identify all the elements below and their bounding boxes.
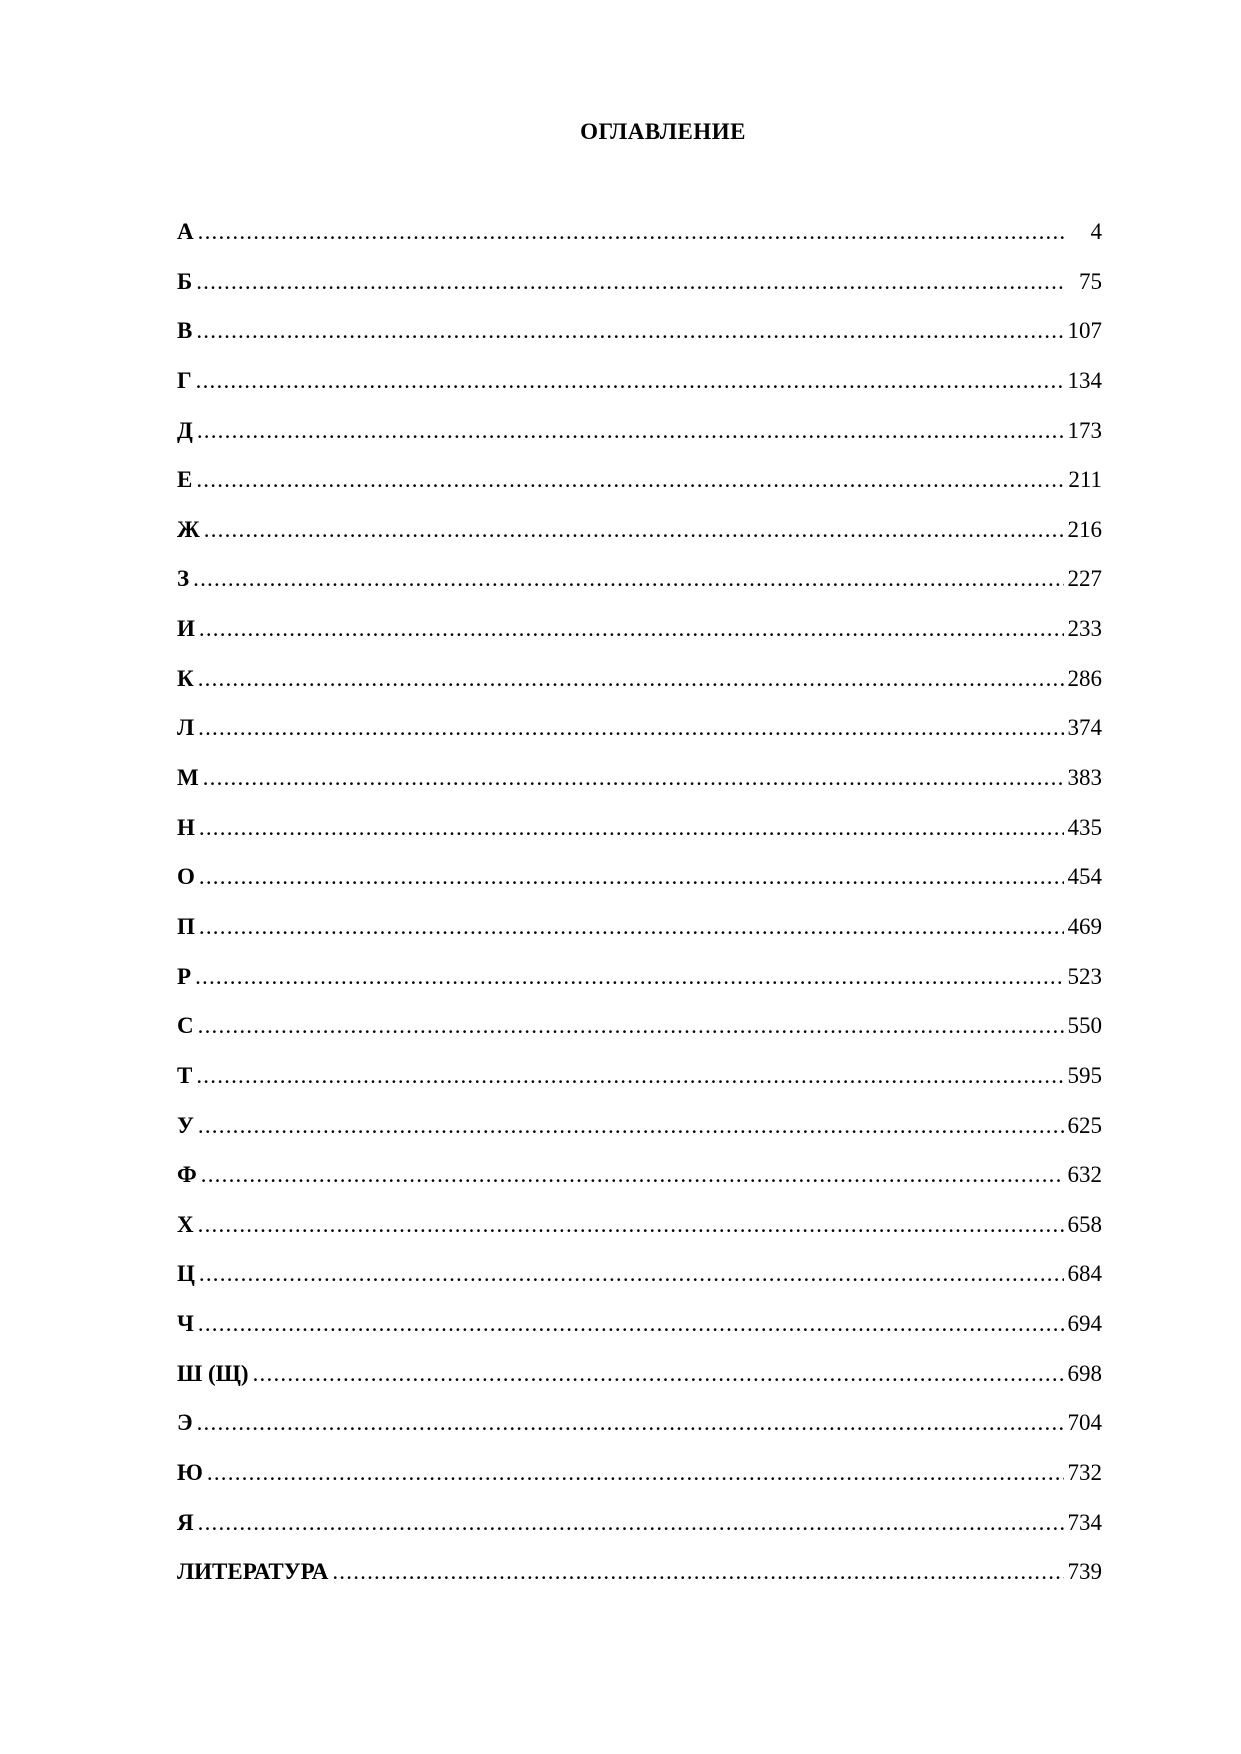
- toc-entry[interactable]: [177, 1112, 1102, 1162]
- toc-entry-label: З: [177, 566, 190, 592]
- toc-entry-page-number: 383: [1067, 765, 1102, 791]
- dot-leader: [199, 863, 1064, 891]
- toc-entry-label: Ф: [177, 1162, 197, 1188]
- toc-entry-page-number: 435: [1067, 814, 1102, 840]
- dot-leader: [196, 466, 1064, 494]
- dot-leader: [195, 963, 1064, 991]
- toc-entry-label: У: [177, 1112, 194, 1138]
- toc-entry-label: В: [177, 318, 193, 344]
- toc-entry-label: Ш (Щ): [177, 1360, 249, 1386]
- page-title: ОГЛАВЛЕНИЕ: [580, 119, 746, 144]
- toc-entry-label: Т: [177, 1062, 193, 1088]
- toc-entry[interactable]: [177, 665, 1102, 715]
- toc-entry-page-number: 227: [1067, 566, 1102, 592]
- toc-entry-label: С: [177, 1013, 194, 1039]
- toc-entry[interactable]: [177, 615, 1102, 665]
- toc-entry-page-number: 173: [1067, 417, 1102, 443]
- toc-entry-page-number: 704: [1067, 1410, 1102, 1436]
- toc-entry-label: Д: [177, 417, 193, 443]
- toc-entry-label: Ц: [177, 1261, 195, 1287]
- toc-entry-page-number: 734: [1067, 1509, 1102, 1535]
- toc-entry-label: И: [177, 616, 195, 642]
- toc-entry-page-number: 694: [1067, 1311, 1102, 1337]
- dot-leader: [207, 1459, 1064, 1487]
- toc-entry-label: О: [177, 864, 195, 890]
- dot-leader: [199, 913, 1064, 941]
- toc-entry-label: М: [177, 765, 199, 791]
- dot-leader: [253, 1360, 1064, 1388]
- dot-leader: [198, 1211, 1064, 1239]
- dot-leader: [198, 1112, 1064, 1140]
- toc-entry-label: Г: [177, 367, 192, 393]
- toc-entry[interactable]: [177, 1558, 1102, 1608]
- toc-entry-label: Н: [177, 814, 195, 840]
- toc-entry[interactable]: [177, 218, 1102, 268]
- toc-entry-page-number: 107: [1067, 318, 1102, 344]
- toc-entry[interactable]: [177, 714, 1102, 764]
- toc-entry[interactable]: [177, 1310, 1102, 1360]
- toc-entry[interactable]: [177, 863, 1102, 913]
- dot-leader: [204, 516, 1064, 544]
- toc-entry-page-number: 75: [1079, 268, 1102, 294]
- dot-leader: [197, 417, 1064, 445]
- toc-entry[interactable]: [177, 1360, 1102, 1410]
- dot-leader: [196, 1062, 1064, 1090]
- toc-entry-page-number: 469: [1067, 913, 1102, 939]
- toc-entry-page-number: 595: [1067, 1062, 1102, 1088]
- toc-entry[interactable]: [177, 417, 1102, 467]
- toc-entry-label: Е: [177, 467, 193, 493]
- dot-leader: [198, 218, 1064, 246]
- dot-leader: [198, 1012, 1064, 1040]
- toc-entry-page-number: 523: [1067, 963, 1102, 989]
- toc-entry[interactable]: [177, 764, 1102, 814]
- toc-entry-page-number: 454: [1067, 864, 1102, 890]
- dot-leader: [198, 1509, 1064, 1537]
- dot-leader: [196, 317, 1064, 345]
- toc-entry[interactable]: [177, 1260, 1102, 1310]
- table-of-contents: [177, 218, 1102, 1608]
- toc-entry-label: Р: [177, 963, 192, 989]
- toc-entry[interactable]: [177, 1062, 1102, 1112]
- toc-entry-page-number: 374: [1067, 715, 1102, 741]
- toc-entry[interactable]: [177, 913, 1102, 963]
- dot-leader: [196, 367, 1064, 395]
- toc-entry-label: Я: [177, 1509, 194, 1535]
- toc-entry-page-number: 632: [1067, 1162, 1102, 1188]
- toc-entry[interactable]: [177, 516, 1102, 566]
- toc-entry-label: Х: [177, 1211, 194, 1237]
- toc-entry[interactable]: [177, 565, 1102, 615]
- dot-leader: [196, 268, 1064, 296]
- toc-entry-label: Ж: [177, 516, 200, 542]
- dot-leader: [198, 1310, 1064, 1338]
- toc-entry-label: Ю: [177, 1460, 203, 1486]
- toc-entry-page-number: 286: [1067, 665, 1102, 691]
- dot-leader: [198, 665, 1064, 693]
- toc-entry-page-number: 216: [1067, 516, 1102, 542]
- toc-entry-page-number: 211: [1068, 467, 1102, 493]
- toc-entry-label: Ч: [177, 1311, 194, 1337]
- dot-leader: [201, 1161, 1064, 1189]
- dot-leader: [198, 714, 1064, 742]
- toc-entry-label: Б: [177, 268, 193, 294]
- toc-entry-label: Л: [177, 715, 195, 741]
- dot-leader: [332, 1558, 1064, 1586]
- toc-entry-page-number: 134: [1067, 367, 1102, 393]
- toc-entry-page-number: 4: [1090, 219, 1102, 244]
- toc-entry[interactable]: [177, 963, 1102, 1013]
- toc-entry-page-number: 698: [1067, 1360, 1102, 1386]
- toc-entry[interactable]: [177, 466, 1102, 516]
- dot-leader: [203, 764, 1064, 792]
- toc-entry[interactable]: [177, 317, 1102, 367]
- toc-entry-label: А: [177, 219, 194, 244]
- toc-entry[interactable]: [177, 1409, 1102, 1459]
- toc-entry-page-number: 658: [1067, 1211, 1102, 1237]
- dot-leader: [199, 1260, 1064, 1288]
- toc-entry[interactable]: [177, 1211, 1102, 1261]
- dot-leader: [199, 615, 1064, 643]
- dot-leader: [199, 814, 1064, 842]
- toc-entry-page-number: 625: [1067, 1112, 1102, 1138]
- toc-entry[interactable]: [177, 367, 1102, 417]
- toc-entry-label: Э: [177, 1410, 193, 1436]
- toc-entry-page-number: 684: [1067, 1261, 1102, 1287]
- toc-entry-page-number: 550: [1067, 1013, 1102, 1039]
- dot-leader: [197, 1409, 1064, 1437]
- toc-entry-page-number: 233: [1067, 616, 1102, 642]
- toc-entry-label: П: [177, 913, 195, 939]
- toc-entry-page-number: 732: [1067, 1460, 1102, 1486]
- toc-entry-label: ЛИТЕРАТУРА: [177, 1559, 329, 1585]
- dot-leader: [193, 565, 1064, 593]
- toc-entry[interactable]: [177, 1459, 1102, 1509]
- toc-entry[interactable]: [177, 814, 1102, 864]
- toc-entry[interactable]: [177, 1161, 1102, 1211]
- toc-entry[interactable]: [177, 1509, 1102, 1559]
- toc-entry[interactable]: [177, 1012, 1102, 1062]
- toc-entry-page-number: 739: [1067, 1559, 1102, 1585]
- toc-entry-label: К: [177, 665, 194, 691]
- toc-entry[interactable]: [177, 268, 1102, 318]
